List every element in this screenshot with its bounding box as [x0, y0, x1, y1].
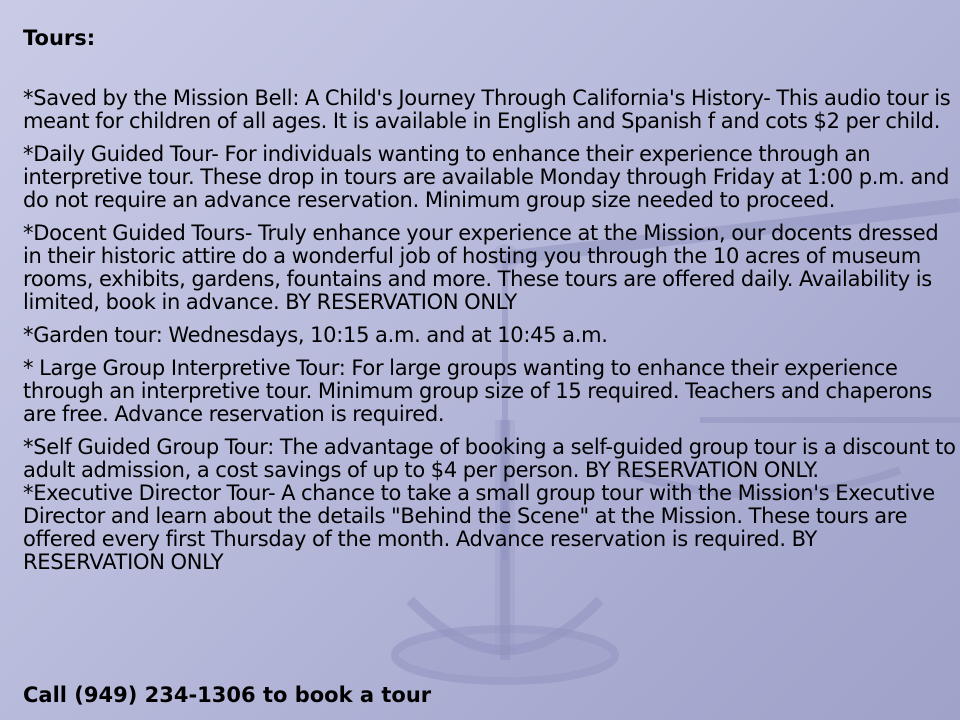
tour-item-executive-director: *Executive Director Tour- A chance to take a small group tour with the Mission's Executive Director and learn about the details "Behind the Scene" at the Mission. These tours are offered every first Thursday of the month. Advance reservation is required. BY RESERVATION ONLY	[23, 481, 935, 574]
tour-item-daily-guided: *Daily Guided Tour- For individuals wanting to enhance their experience through an interpretive tour. These drop in tours are available Monday through Friday at 1:00 p.m. and do not require an advance reservation. Minimum group size needed to proceed.	[23, 142, 950, 212]
tour-item-docent-guided: *Docent Guided Tours- Truly enhance your experience at the Mission, our docents dressed in their historic attire do a wonderful job of hosting you through the 10 acres of museum rooms, exhibits, gardens, fountains and more. These tours are offered daily. Availability is limited, book in advance. BY RESERVATION ONLY	[23, 221, 939, 314]
call-to-action: Call (949) 234-1306 to book a tour	[23, 683, 432, 707]
tour-item-mission-bell: *Saved by the Mission Bell: A Child's Journey Through California's History- This audio tour is meant for children of all ages. It is available in English and Spanish f and cots $2 per child.	[23, 86, 951, 133]
tour-list	[23, 87, 958, 574]
tour-item-self-guided: *Self Guided Group Tour: The advantage of booking a self-guided group tour is a discount to adult admission, a cost savings of up to $4 per person. BY RESERVATION ONLY.	[23, 435, 956, 482]
tour-item-garden: *Garden tour: Wednesdays, 10:15 a.m. and at 10:45 a.m.	[23, 323, 608, 347]
tour-item-large-group: * Large Group Interpretive Tour: For large groups wanting to enhance their experience through an interpretive tour. Minimum group size of 15 required. Teachers and chaperons are free. Advance reservation is required.	[23, 356, 933, 426]
slide-heading: Tours:	[23, 26, 96, 50]
